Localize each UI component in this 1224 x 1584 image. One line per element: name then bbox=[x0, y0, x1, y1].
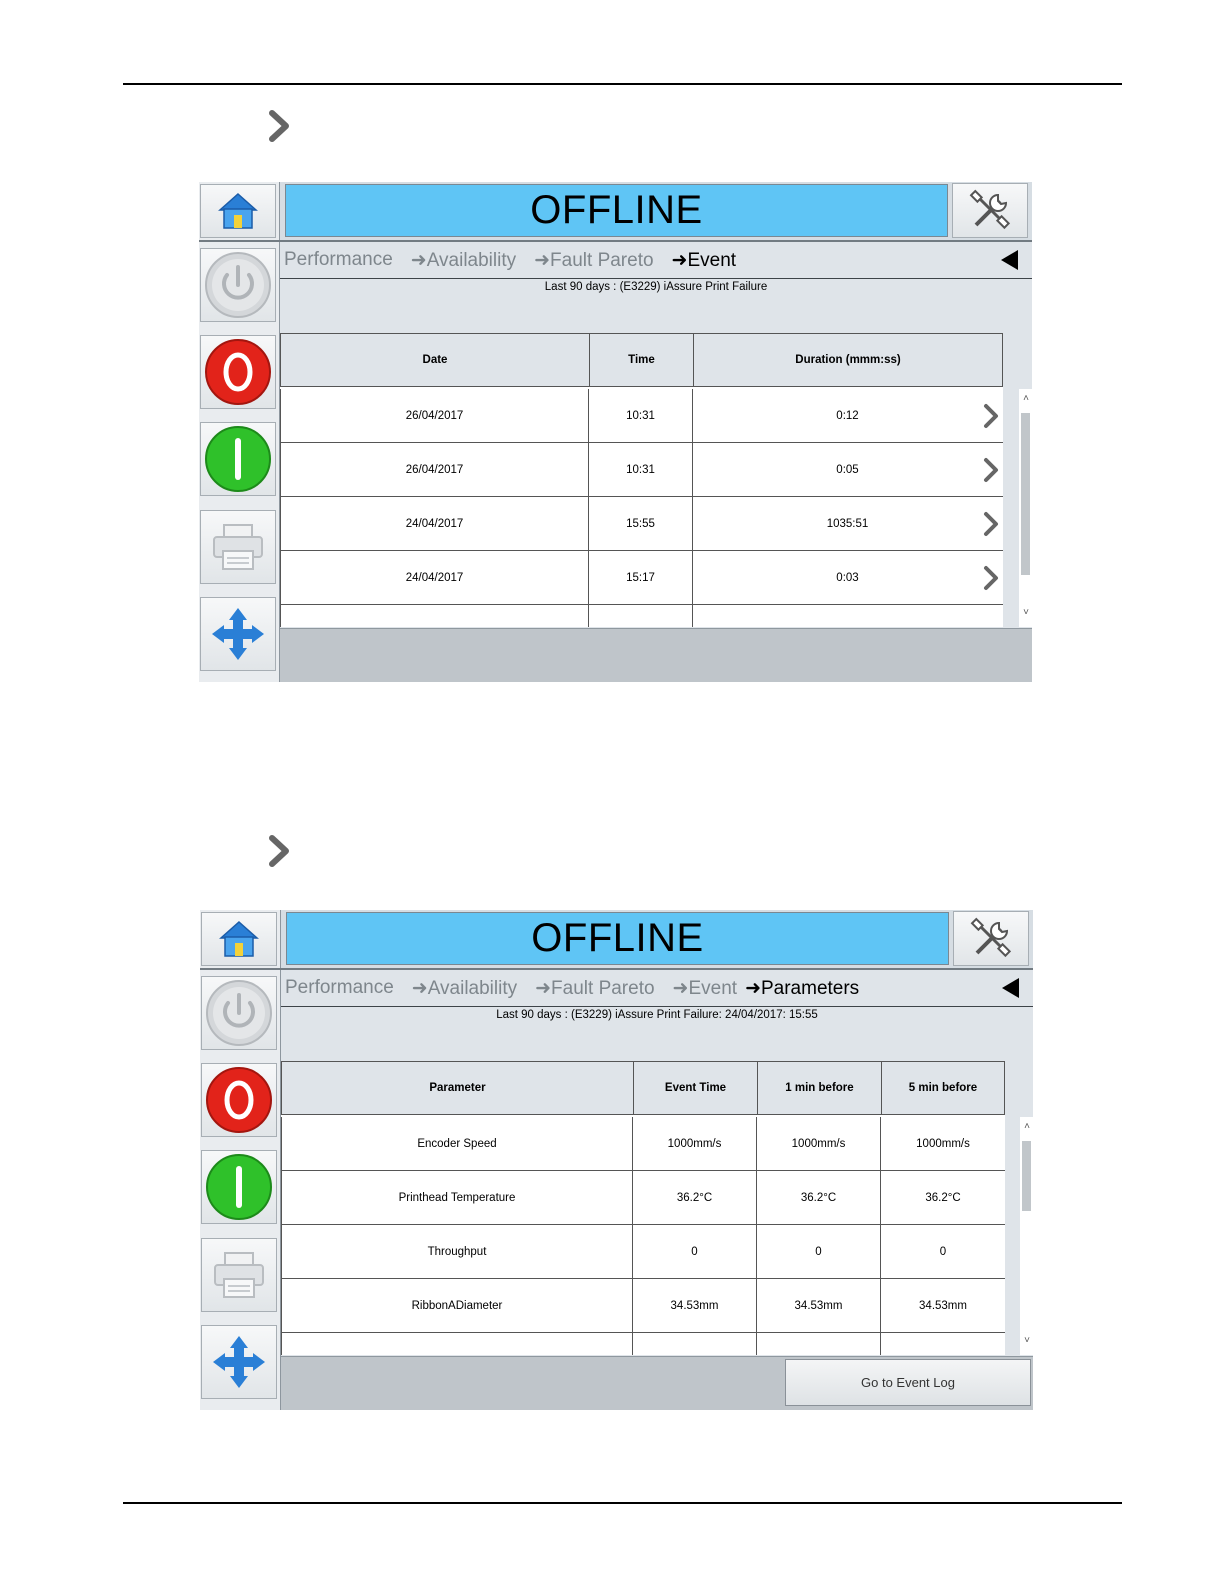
cell-parameter bbox=[282, 1333, 633, 1355]
tools-button[interactable] bbox=[953, 911, 1029, 966]
footer-bar bbox=[280, 628, 1032, 682]
cell-event-time: 36.2°C bbox=[633, 1171, 757, 1224]
cell-duration bbox=[693, 551, 1002, 604]
status-bar bbox=[285, 184, 948, 237]
breadcrumb bbox=[281, 970, 1033, 1007]
start-icon bbox=[205, 1153, 273, 1221]
scroll-thumb[interactable] bbox=[1022, 1141, 1031, 1211]
cell-date: 26/04/2017 bbox=[281, 443, 589, 496]
event-screen bbox=[199, 182, 1032, 682]
breadcrumb-performance[interactable]: Performance bbox=[284, 249, 393, 270]
home-button[interactable] bbox=[201, 912, 277, 966]
cell-time bbox=[589, 605, 693, 627]
table-header bbox=[280, 333, 1003, 387]
power-icon bbox=[205, 979, 273, 1047]
cell-date: 24/04/2017 bbox=[281, 551, 589, 604]
status-text: OFFLINE bbox=[531, 916, 704, 960]
side-toolbar bbox=[199, 182, 280, 682]
table-row[interactable] bbox=[281, 1117, 1005, 1171]
power-button[interactable] bbox=[201, 976, 277, 1050]
parameters-screen bbox=[200, 910, 1033, 1410]
scroll-down-icon[interactable]: ˅ bbox=[1024, 1335, 1030, 1346]
table-row[interactable] bbox=[280, 389, 1003, 443]
chevron-right-icon[interactable] bbox=[982, 457, 1000, 483]
back-triangle-icon[interactable] bbox=[1001, 250, 1018, 270]
cell-event-time: 0 bbox=[633, 1225, 757, 1278]
back-triangle-icon[interactable] bbox=[1002, 978, 1019, 998]
table-scrollbar[interactable] bbox=[1020, 1117, 1033, 1355]
breadcrumb-parameters[interactable]: ➜Parameters bbox=[745, 977, 860, 999]
stop-icon bbox=[204, 338, 272, 406]
start-icon bbox=[204, 425, 272, 493]
table-row[interactable] bbox=[280, 551, 1003, 605]
breadcrumb-event[interactable]: ➜Event bbox=[671, 249, 737, 271]
table-row[interactable] bbox=[280, 497, 1003, 551]
scroll-down-icon[interactable]: ˅ bbox=[1023, 607, 1029, 618]
cell-date: 26/04/2017 bbox=[281, 389, 589, 442]
cell-parameter: Printhead Temperature bbox=[282, 1171, 633, 1224]
navigate-arrows-icon bbox=[211, 1334, 267, 1390]
cell-1-min-before bbox=[757, 1333, 881, 1355]
navigate-button[interactable] bbox=[201, 1325, 277, 1399]
breadcrumb bbox=[280, 242, 1032, 279]
printer-icon bbox=[211, 1249, 267, 1301]
scroll-up-icon[interactable]: ˄ bbox=[1024, 1121, 1030, 1132]
table-scrollbar[interactable] bbox=[1019, 389, 1032, 627]
column-header-date[interactable]: Date bbox=[281, 334, 590, 386]
table-row-partial[interactable] bbox=[281, 1333, 1005, 1355]
cell-time: 15:17 bbox=[589, 551, 693, 604]
chevron-right-icon[interactable] bbox=[982, 511, 1000, 537]
print-button[interactable] bbox=[201, 1238, 277, 1312]
home-icon bbox=[217, 191, 259, 231]
scroll-up-icon[interactable]: ˄ bbox=[1023, 393, 1029, 404]
cell-time: 10:31 bbox=[589, 443, 693, 496]
table-row[interactable] bbox=[281, 1225, 1005, 1279]
page-top-rule bbox=[123, 83, 1122, 85]
content-panel bbox=[281, 970, 1033, 1410]
print-button[interactable] bbox=[200, 510, 276, 584]
table-header bbox=[281, 1061, 1005, 1115]
start-button[interactable] bbox=[200, 422, 276, 496]
table-row[interactable] bbox=[281, 1279, 1005, 1333]
chevron-right-icon[interactable] bbox=[982, 403, 1000, 429]
column-header-1-min-before[interactable]: 1 min before bbox=[758, 1062, 882, 1114]
printer-icon bbox=[210, 521, 266, 573]
breadcrumb-availability[interactable]: ➜Availability bbox=[411, 977, 518, 999]
stop-button[interactable] bbox=[201, 1063, 277, 1137]
power-button[interactable] bbox=[200, 248, 276, 322]
go-to-event-log-button[interactable]: Go to Event Log bbox=[785, 1359, 1031, 1406]
power-icon bbox=[204, 251, 272, 319]
breadcrumb-fault-pareto[interactable]: ➜Fault Pareto bbox=[535, 977, 655, 999]
chevron-right-icon bbox=[266, 109, 292, 143]
cell-1-min-before: 36.2°C bbox=[757, 1171, 881, 1224]
cell-time: 15:55 bbox=[589, 497, 693, 550]
cell-5-min-before: 34.53mm bbox=[919, 1299, 967, 1312]
cell-event-time bbox=[633, 1333, 757, 1355]
page-bottom-rule bbox=[123, 1502, 1122, 1504]
start-button[interactable] bbox=[201, 1150, 277, 1224]
cell-event-time: 34.53mm bbox=[633, 1279, 757, 1332]
cell-5-min-before bbox=[881, 1333, 1005, 1355]
stop-icon bbox=[205, 1066, 273, 1134]
cell-duration-text: 0:12 bbox=[836, 409, 859, 422]
cell-5-min-before: 36.2°C bbox=[925, 1191, 961, 1204]
cell-duration bbox=[693, 605, 1002, 627]
cell-time: 10:31 bbox=[589, 389, 693, 442]
cell-1-min-before: 1000mm/s bbox=[757, 1117, 881, 1170]
cell-parameter: Throughput bbox=[282, 1225, 633, 1278]
cell-parameter: Encoder Speed bbox=[282, 1117, 633, 1170]
cell-5-min-before: 1000mm/s bbox=[916, 1137, 970, 1150]
breadcrumb-availability[interactable]: ➜Availability bbox=[410, 249, 517, 271]
parameters-table bbox=[281, 1061, 1005, 1355]
side-toolbar bbox=[200, 910, 281, 1410]
page-subtitle: Last 90 days : (E3229) iAssure Print Failure bbox=[544, 281, 768, 293]
column-header-time[interactable]: Time bbox=[590, 334, 694, 386]
cell-event-time: 1000mm/s bbox=[633, 1117, 757, 1170]
page-subtitle: Last 90 days : (E3229) iAssure Print Failure: 24/04/2017: 15:55 bbox=[496, 1009, 818, 1021]
breadcrumb-performance[interactable]: Performance bbox=[285, 977, 394, 998]
scroll-thumb[interactable] bbox=[1021, 413, 1030, 575]
footer-bar bbox=[281, 1356, 1033, 1410]
table-row[interactable] bbox=[280, 443, 1003, 497]
column-header-5-min-before[interactable]: 5 min before bbox=[908, 1082, 978, 1094]
cell-parameter: RibbonADiameter bbox=[282, 1279, 633, 1332]
table-row[interactable] bbox=[281, 1171, 1005, 1225]
status-text: OFFLINE bbox=[530, 188, 703, 232]
home-icon bbox=[218, 919, 260, 959]
cell-duration-text: 0:05 bbox=[836, 463, 859, 476]
chevron-right-icon bbox=[266, 834, 292, 868]
breadcrumb-event[interactable]: ➜Event bbox=[672, 977, 738, 999]
status-bar bbox=[286, 912, 949, 965]
table-row-partial[interactable] bbox=[280, 605, 1003, 627]
home-button[interactable] bbox=[200, 184, 276, 238]
column-header-event-time[interactable]: Event Time bbox=[634, 1062, 758, 1114]
column-header-parameter[interactable]: Parameter bbox=[282, 1062, 634, 1114]
event-table bbox=[280, 333, 1003, 627]
breadcrumb-fault-pareto[interactable]: ➜Fault Pareto bbox=[534, 249, 654, 271]
stop-button[interactable] bbox=[200, 335, 276, 409]
tools-icon bbox=[969, 917, 1013, 961]
chevron-right-icon[interactable] bbox=[982, 565, 1000, 591]
cell-date bbox=[281, 605, 589, 627]
column-header-duration[interactable]: Duration (mmm:ss) bbox=[795, 354, 901, 366]
cell-1-min-before: 34.53mm bbox=[757, 1279, 881, 1332]
navigate-arrows-icon bbox=[210, 606, 266, 662]
cell-duration-text: 0:03 bbox=[836, 571, 859, 584]
cell-1-min-before: 0 bbox=[757, 1225, 881, 1278]
cell-duration-text: 1035:51 bbox=[826, 517, 869, 530]
cell-duration bbox=[693, 497, 1002, 550]
content-panel bbox=[280, 242, 1032, 682]
tools-icon bbox=[968, 189, 1012, 233]
navigate-button[interactable] bbox=[200, 597, 276, 671]
cell-duration bbox=[693, 443, 1002, 496]
tools-button[interactable] bbox=[952, 183, 1028, 238]
cell-date: 24/04/2017 bbox=[281, 497, 589, 550]
cell-duration bbox=[693, 389, 1002, 442]
cell-5-min-before: 0 bbox=[939, 1245, 947, 1258]
